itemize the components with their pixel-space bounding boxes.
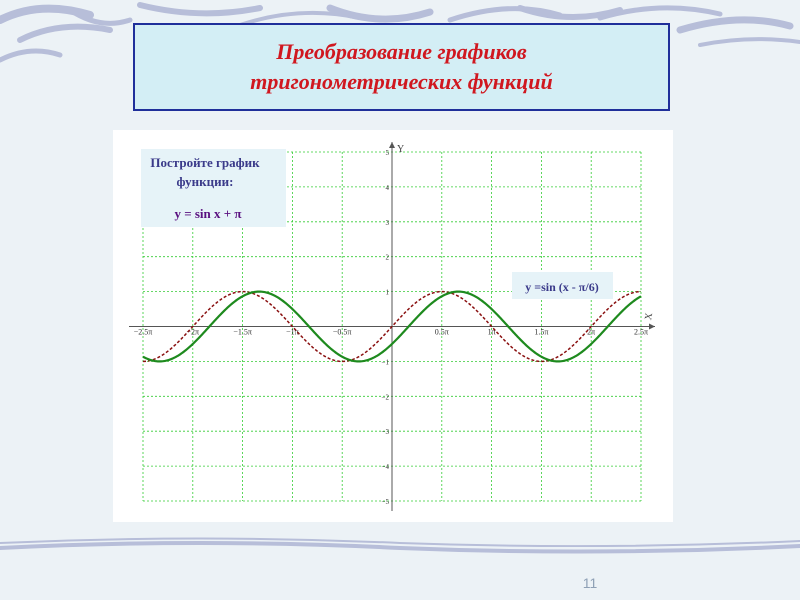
y-tick-label: 1 (385, 288, 389, 297)
slide-title-line-2: тригонометрических функций (250, 69, 553, 94)
y-tick-label: −3 (381, 428, 389, 437)
y-tick-label: 2 (385, 253, 389, 262)
task-text-line-1: Постройте график (150, 155, 260, 170)
slide-title-line-1: Преобразование графиков (276, 39, 527, 64)
x-tick-label: 0.5π (434, 327, 449, 337)
curve-label: y =sin (x - π/6) (525, 280, 599, 294)
y-tick-label: −5 (381, 498, 389, 506)
x-tick-label: −1π (286, 327, 299, 337)
x-tick-label: −2.5π (133, 327, 153, 337)
y-tick-label: −2 (381, 393, 389, 402)
x-tick-label: −0.5π (332, 327, 352, 337)
y-tick-label: −4 (381, 463, 389, 472)
x-axis-label: X (643, 311, 656, 322)
slide-title-box (133, 23, 670, 111)
chart-panel (113, 130, 673, 522)
y-axis-arrow (389, 142, 395, 148)
task-text-line-2: функции: (176, 174, 234, 189)
x-tick-label: −1.5π (233, 327, 252, 337)
sine-chart (113, 130, 673, 522)
x-tick-label: −2π (186, 327, 200, 337)
x-axis-arrow (649, 324, 655, 330)
x-tick-label: 2π (587, 327, 596, 337)
y-tick-label: 4 (385, 183, 389, 192)
x-tick-label: 1π (487, 327, 496, 337)
y-axis-label: Y (397, 144, 405, 155)
x-tick-label: 2.5π (633, 327, 649, 337)
y-tick-label: 5 (385, 149, 389, 157)
y-tick-label: −1 (381, 358, 389, 367)
task-formula: y = sin x + π (174, 206, 242, 221)
x-tick-label: 1.5π (534, 327, 549, 337)
page-number: 11 (582, 575, 598, 591)
y-tick-label: 3 (385, 218, 389, 227)
